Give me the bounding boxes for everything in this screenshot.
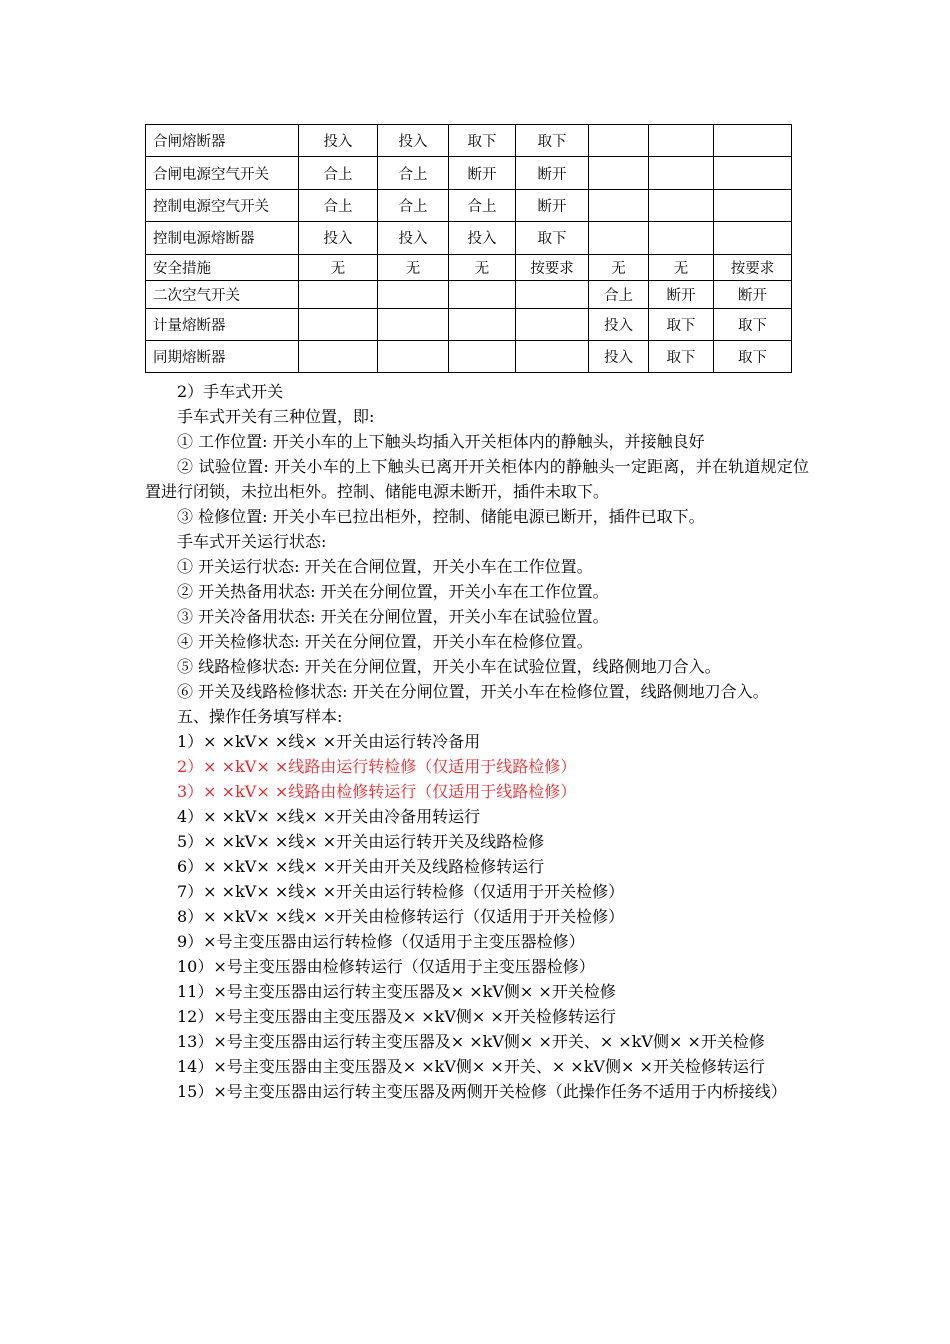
table-cell [449, 340, 516, 372]
table-cell: 投入 [378, 222, 449, 254]
paragraph-heading-handcart: 2）手车式开关 [177, 382, 284, 401]
table-cell: 按要求 [714, 254, 792, 280]
paragraph: ② 开关热备用状态: 开关在分闸位置，开关小车在工作位置。 [177, 582, 609, 601]
sample-item: 12）×号主变压器由主变压器及× ×kV侧× ×开关检修转运行 [177, 1007, 616, 1026]
table-cell: 取下 [714, 308, 792, 340]
table-row [146, 222, 792, 254]
table-cell [649, 125, 714, 157]
table-cell: 取下 [649, 340, 714, 372]
table-cell: 取下 [714, 340, 792, 372]
table-cell: 投入 [589, 308, 649, 340]
table-cell [589, 189, 649, 221]
table-cell: 合上 [378, 189, 449, 221]
table-cell [589, 157, 649, 189]
table-cell: 投入 [299, 222, 378, 254]
table-cell [516, 340, 589, 372]
table-cell: 无 [378, 254, 449, 280]
table-cell: 断开 [449, 157, 516, 189]
table-cell [378, 280, 449, 308]
table-cell: 合上 [299, 157, 378, 189]
table-cell [449, 280, 516, 308]
sample-item-highlighted: 2）× ×kV× ×线路由运行转检修（仅适用于线路检修） [177, 757, 577, 776]
paragraph: ③ 开关冷备用状态: 开关在分闸位置，开关小车在试验位置。 [177, 607, 609, 626]
paragraph: 手车式开关运行状态: [177, 532, 327, 551]
table-cell: 投入 [449, 222, 516, 254]
table-cell: 取下 [516, 222, 589, 254]
table-cell [299, 280, 378, 308]
table-cell [378, 340, 449, 372]
row-label: 合闸熔断器 [146, 125, 299, 157]
table-cell [714, 189, 792, 221]
table-cell: 无 [299, 254, 378, 280]
table-cell [299, 340, 378, 372]
paragraph: ② 试验位置: 开关小车的上下触头已离开开关柜体内的静触头一定距离，并在轨道规定位置进行闭锁，未拉出柜外。控制、储能电源未断开，插件未取下。 [145, 457, 809, 501]
table-cell [714, 157, 792, 189]
sample-item: 15）×号主变压器由运行转主变压器及两侧开关检修（此操作任务不适用于内桥接线） [177, 1082, 787, 1101]
table-cell: 无 [649, 254, 714, 280]
table-cell: 断开 [714, 280, 792, 308]
table-row [146, 308, 792, 340]
table-cell: 合上 [378, 157, 449, 189]
table-cell [589, 222, 649, 254]
table-cell [589, 125, 649, 157]
sample-item: 6）× ×kV× ×线× ×开关由开关及线路检修转运行 [177, 857, 545, 876]
table-cell: 断开 [516, 189, 589, 221]
table-cell: 取下 [649, 308, 714, 340]
paragraph: ④ 开关检修状态: 开关在分闸位置，开关小车在检修位置。 [177, 632, 593, 651]
table-cell: 取下 [449, 125, 516, 157]
table-row [146, 254, 792, 280]
table-cell [299, 308, 378, 340]
sample-item: 11）×号主变压器由运行转主变压器及× ×kV侧× ×开关检修 [177, 982, 616, 1001]
table-row [146, 125, 792, 157]
table-cell [378, 308, 449, 340]
equipment-status-table [145, 124, 792, 373]
row-label: 同期熔断器 [146, 340, 299, 372]
paragraph: ① 工作位置: 开关小车的上下触头均插入开关柜体内的静触头，并接触良好 [177, 432, 705, 451]
row-label: 控制电源空气开关 [146, 189, 299, 221]
table-cell: 投入 [378, 125, 449, 157]
table-row [146, 157, 792, 189]
table-cell: 无 [589, 254, 649, 280]
sample-item: 14）×号主变压器由主变压器及× ×kV侧× ×开关、× ×kV侧× ×开关检修转运行 [177, 1057, 765, 1076]
table-cell [516, 280, 589, 308]
row-label: 控制电源熔断器 [146, 222, 299, 254]
row-label: 二次空气开关 [146, 280, 299, 308]
sample-item: 4）× ×kV× ×线× ×开关由冷备用转运行 [177, 807, 481, 826]
row-label: 合闸电源空气开关 [146, 157, 299, 189]
row-label: 计量熔断器 [146, 308, 299, 340]
table-cell: 投入 [589, 340, 649, 372]
table-cell: 断开 [516, 157, 589, 189]
table-cell [449, 308, 516, 340]
row-label: 安全措施 [146, 254, 299, 280]
paragraph: ⑥ 开关及线路检修状态: 开关在分闸位置，开关小车在检修位置，线路侧地刀合入。 [177, 682, 769, 701]
table-cell: 无 [449, 254, 516, 280]
table-cell: 投入 [299, 125, 378, 157]
text-body [145, 379, 809, 1104]
sample-item: 9）×号主变压器由运行转检修（仅适用于主变压器检修） [177, 932, 585, 951]
table-cell [649, 222, 714, 254]
sample-item: 8）× ×kV× ×线× ×开关由检修转运行（仅适用于开关检修） [177, 907, 625, 926]
sample-item: 1）× ×kV× ×线× ×开关由运行转冷备用 [177, 732, 481, 751]
paragraph: 手车式开关有三种位置，即: [177, 407, 375, 426]
table-cell [714, 125, 792, 157]
section-heading: 五、操作任务填写样本: [177, 707, 343, 726]
table-cell [516, 308, 589, 340]
table-cell: 取下 [516, 125, 589, 157]
sample-item: 7）× ×kV× ×线× ×开关由运行转检修（仅适用于开关检修） [177, 882, 625, 901]
paragraph: ⑤ 线路检修状态: 开关在分闸位置，开关小车在试验位置，线路侧地刀合入。 [177, 657, 721, 676]
table-cell: 合上 [299, 189, 378, 221]
table-cell: 断开 [649, 280, 714, 308]
sample-item: 10）×号主变压器由检修转运行（仅适用于主变压器检修） [177, 957, 595, 976]
sample-item: 5）× ×kV× ×线× ×开关由运行转开关及线路检修 [177, 832, 545, 851]
table-cell: 合上 [449, 189, 516, 221]
table-cell [714, 222, 792, 254]
table-row [146, 189, 792, 221]
sample-item-highlighted: 3）× ×kV× ×线路由检修转运行（仅适用于线路检修） [177, 782, 577, 801]
table-cell [649, 157, 714, 189]
sample-item: 13）×号主变压器由运行转主变压器及× ×kV侧× ×开关、× ×kV侧× ×开关检修 [177, 1032, 765, 1051]
table-row [146, 340, 792, 372]
table-cell: 按要求 [516, 254, 589, 280]
table-row [146, 280, 792, 308]
table-cell: 合上 [589, 280, 649, 308]
table-cell [649, 189, 714, 221]
paragraph: ③ 检修位置: 开关小车已拉出柜外，控制、储能电源已断开，插件已取下。 [177, 507, 705, 526]
paragraph: ① 开关运行状态: 开关在合闸位置，开关小车在工作位置。 [177, 557, 593, 576]
